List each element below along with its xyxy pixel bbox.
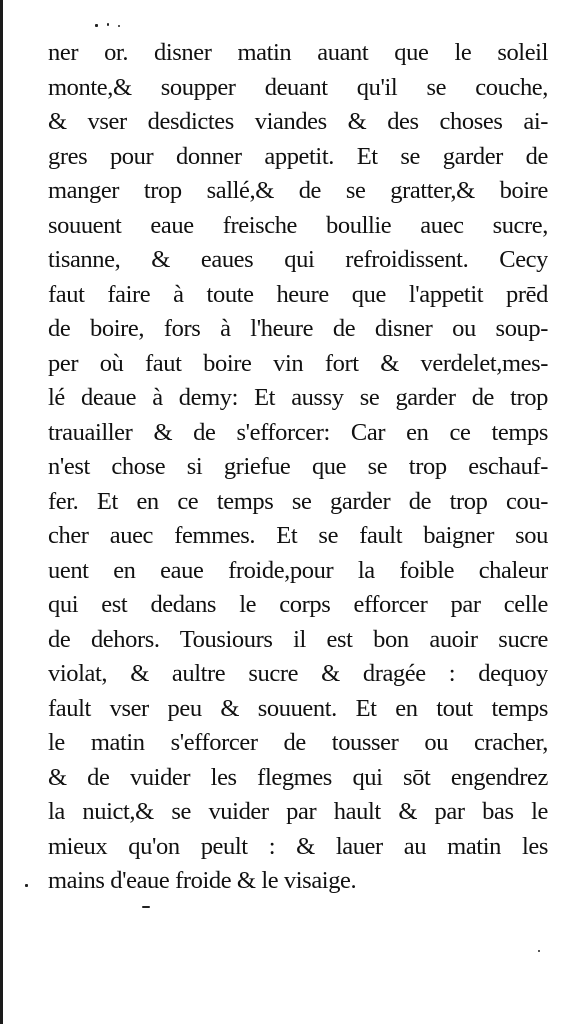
text-line: ner or. disner matin auant que le soleil — [48, 39, 548, 66]
text-line: mains d'eaue froide & le visaige. — [48, 867, 357, 894]
text-line: per où faut boire vin fort & verdelet,mes- — [48, 349, 548, 377]
text-line: de boire, fors à l'heure de disner ou soup- — [48, 315, 548, 342]
text-line: gres pour donner appetit. Et se garder de — [48, 142, 548, 170]
text-line: le matin s'efforcer de tousser ou cracher, — [48, 729, 548, 756]
text-line: manger trop sallé,& de se gratter,& boire — [48, 177, 548, 204]
page-text — [48, 36, 548, 899]
text-line: qui est dedans le corps efforcer par celle — [48, 591, 548, 618]
text-line: mieux qu'on peult : & lauer au matin les — [48, 832, 548, 860]
text-line: souuent eaue freische boullie auec sucre, — [48, 211, 548, 239]
text-line: tisanne, & eaues qui refroidissent. Cecy — [48, 246, 548, 273]
print-speck — [25, 884, 28, 887]
text-line: violat, & aultre sucre & dragée : dequoy — [48, 660, 548, 687]
text-line: fault vser peu & souuent. Et en tout temps — [48, 694, 548, 722]
text-line: la nuict,& se vuider par hault & par bas le — [48, 798, 548, 825]
text-line: de dehors. Tousiours il est bon auoir sucre — [48, 625, 548, 653]
print-speck — [538, 950, 540, 952]
page-edge-shadow — [0, 0, 3, 1024]
text-line: monte,& soupper deuant qu'il se couche, — [48, 73, 548, 101]
text-line: lé deaue à demy: Et aussy se garder de trop — [48, 384, 548, 411]
print-speck — [107, 23, 109, 26]
text-line: fer. Et en ce temps se garder de trop cou- — [48, 487, 548, 515]
print-speck — [142, 906, 150, 908]
text-line: cher auec femmes. Et se fault baigner sou — [48, 522, 548, 549]
text-line: uent en eaue froide,pour la foible chaleur — [48, 556, 548, 584]
text-line: faut faire à toute heure que l'appetit prēd — [48, 280, 548, 308]
text-line: & de vuider les flegmes qui sōt engendrez — [48, 763, 548, 791]
print-speck — [118, 25, 120, 27]
print-speck — [95, 24, 98, 27]
text-line: trauailler & de s'efforcer: Car en ce temps — [48, 418, 548, 446]
text-line: & vser desdictes viandes & des choses ai- — [48, 108, 548, 135]
text-line: n'est chose si griefue que se trop eschauf- — [48, 453, 548, 480]
